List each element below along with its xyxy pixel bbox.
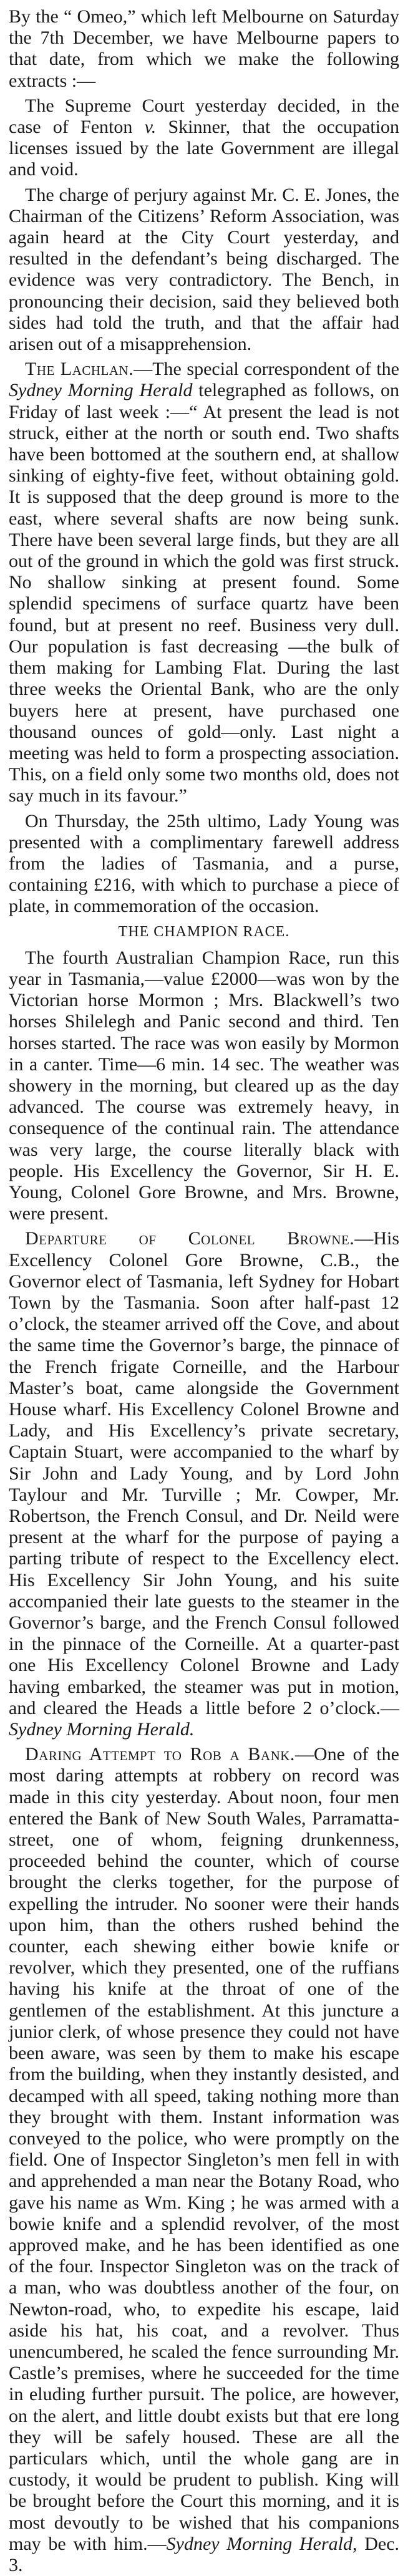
bank-title: Daring Attempt to Rob a Bank. — [25, 1744, 295, 1765]
lady-young-paragraph — [9, 811, 399, 918]
champion-race-text: The fourth Australian Champion Race, run this year in Tasmania,—value £2000—was won by the Victorian horse Mormon ; Mrs. Blackwell’s two horses Shilelegh and Panic second and third. Ten horses started. The race was won easily by Mormon in a canter. Time—6 min. 14 sec. The weather was showery in the morning, but cleared up as the day advanced. The course was extremely heavy, in consequence of the continual rain. The attendance was very large, the course literally black with people. His Excellency the Governor, Sir H. E. Young, Colonel Gore Browne, and Mrs. Browne, were present. — [9, 947, 399, 1224]
perjury-paragraph — [9, 185, 399, 356]
intro-paragraph — [9, 6, 399, 92]
lady-young-text: On Thursday, the 25th ultimo, Lady Young was presented with a complimentary farewell address from the ladies of Tasmania, and a purse, containing £216, with which to purchase a piece of plate, in commemoration of the occasion. — [9, 810, 399, 917]
supreme-court-text-b: Skinner, that the occupation licenses issued by the late Government are illegal and void. — [9, 117, 399, 180]
champion-race-paragraph — [9, 947, 399, 1225]
bank-date: Dec. 3. — [9, 2533, 400, 2575]
departure-title: Departure of Colonel Browne. — [25, 1228, 355, 1249]
bank-source: Sydney Morning Herald, — [166, 2533, 357, 2554]
bank-paragraph — [9, 1744, 399, 2576]
departure-text: —His Excellency Colonel Gore Browne, C.B., the Governor elect of Tasmania, left Sydney for Hobart Town by the Tasmania. Soon after half-past 12 o’clock, the steamer arrived off the Cove, and about the same time the Governor’s barge, the pinnace of the French frigate Corneille, and the Harbour Master’s boat, came alongside the Government House wharf. His Excellency Colonel Browne and Lady, and His Excellency’s private secretary, Captain Stuart, were accompanied to the wharf by Sir John and Lady Young, and by Lord John Taylour and Mr. Turville ; Mr. Cowper, Mr. Robertson, the French Consul, and Dr. Neild were present at the wharf for the purpose of paying a parting tribute of respect to the Excellency elect. His Excellency Sir John Young, and his suite accompanied their late guests to the steamer in the Governor’s barge, and the French Consul followed in the pinnace of the Corneille. At a quarter-past one His Excellency Colonel Browne and Lady having embarked, the steamer was put in motion, and cleared the Heads a little before 2 o’clock.— — [9, 1228, 399, 1718]
supreme-court-text-a: The Supreme Court yesterday decided, in the case of Fenton — [9, 95, 399, 138]
lachlan-paragraph — [9, 359, 399, 806]
versus-abbrev: v. — [144, 117, 157, 138]
supreme-court-paragraph — [9, 95, 399, 181]
perjury-text: The charge of perjury against Mr. C. E. Jones, the Chairman of the Citizens’ Reform Association, was again heard at the City Court yesterday, and resulted in the defendant’s being discharged. The evidence was very contradictory. The Bench, in pronouncing their decision, said they believed both sides had told the truth, and that the affair had arisen out of a misapprehension. — [9, 184, 399, 355]
lachlan-text-b: telegraphed as follows, on Friday of last week :—“ At present the lead is not struck, either at the north or south end. Two shafts have been bottomed at the southern end, at shallow sinking of eighty-five feet, without obtaining gold. It is supposed that the deep ground is more to the east, where several shafts are now being sunk. There have been several large finds, but they are all out of the ground in which the gold was first struck. No shallow sinking at present found. Some splendid specimens of surface quartz have been found, but at present no reef. Business very dull. Our population is fast decreasing —the bulk of them making for Lambing Flat. During the last three weeks the Oriental Bank, who are the only buyers here at present, have purchased one thousand ounces of gold—only. Last night a meeting was held to form a prospecting association. This, on a field only some two months old, does not say much in its favour.” — [9, 380, 399, 806]
departure-paragraph — [9, 1228, 399, 1740]
lachlan-text-a: —The special correspondent of the — [134, 359, 400, 380]
lachlan-paper-name: Sydney Morning Herald — [9, 380, 193, 401]
bank-text: —One of the most daring attempts at robbery on record was made in this city yesterday. About noon, four men entered the Bank of New South Wales, Parramatta-street, one of whom, feigning drunkenness, proceeded behind the counter, which of course brought the clerks together, for the purpose of expelling the intruder. No sooner were their hands upon him, than the others rushed behind the counter, each shewing either bowie knife or revolver, which they presented, one of the ruffians having his knife at the throat of one of the gentlemen of the establishment. At this juncture a junior clerk, of whose presence they could not have been aware, was seen by them to make his escape from the building, when they instantly desisted, and decamped with all speed, taking nothing more than they brought with them. Instant information was conveyed to the police, who were promptly on the field. One of Inspector Singleton’s men fell in with and apprehended a man near the Botany Road, who gave his name as Wm. King ; he was armed with a bowie knife and a splendid revolver, of the most approved make, and he has been identified as one of the four. Inspector Singleton was on the track of a man, who was doubtless another of the four, on Newton-road, who, to expedite his escape, laid aside his hat, his coat, and a revolver. Thus unencumbered, he scaled the fence surrounding Mr. Castle’s premises, where he succeeded for the time in eluding further pursuit. The police, are however, on the alert, and little doubt exists but that ere long they will be safely housed. These are all the particulars which, until the whole gang are in custody, it would be prudent to publish. King will be brought before the Court this morning, and it is most devoutly to be wished that his companions may be with him.— — [9, 1744, 399, 2554]
departure-source: Sydney Morning Herald. — [9, 1719, 195, 1740]
champion-race-heading: THE CHAMPION RACE. — [118, 923, 290, 940]
intro-text: By the “ Omeo,” which left Melbourne on Saturday the 7th December, we have Melbourne papers to that date, from which we make the following extracts :— — [9, 6, 399, 91]
lachlan-title: The Lachlan. — [25, 359, 134, 380]
